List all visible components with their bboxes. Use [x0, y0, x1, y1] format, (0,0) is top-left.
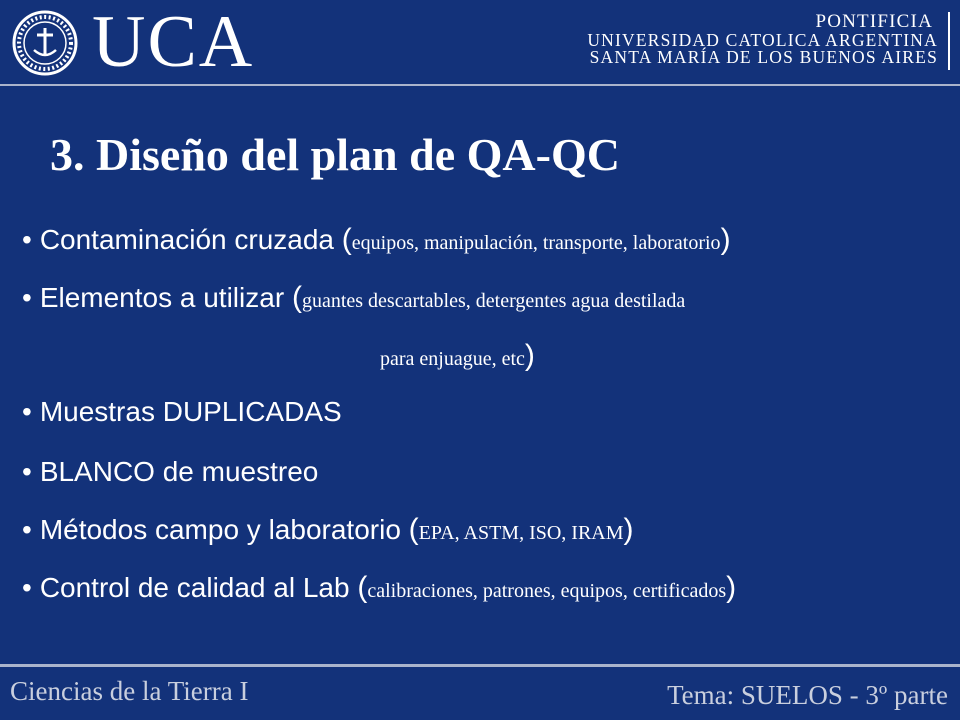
bullet-continuation: [380, 336, 535, 379]
bullet-item: [22, 392, 342, 432]
uca-logo-wordmark: UCA: [92, 1, 255, 83]
footer-rule: [0, 664, 960, 667]
bullet-note: guantes descartables, detergentes agua destilada: [301, 290, 686, 312]
header-divider: [948, 12, 950, 70]
bullet-paren-close: ): [726, 571, 737, 604]
slide-header: [0, 0, 960, 84]
bullet-note: para enjuague, etc: [380, 348, 525, 370]
footer-course-name: Ciencias de la Tierra I: [10, 676, 249, 706]
bullet-note: EPA, ASTM, ISO, IRAM: [418, 522, 624, 544]
bullet-text: Muestras DUPLICADAS: [39, 396, 342, 427]
bullet-item: [22, 220, 731, 263]
bullet-text: Control de calidad al Lab: [39, 572, 350, 603]
bullet-paren-open: (: [357, 571, 368, 604]
bullet-item: [22, 452, 318, 492]
slide-title: 3. Diseño del plan de QA-QC: [50, 129, 620, 180]
bullet-dot: •: [22, 282, 32, 313]
university-name-line: PONTIFICIA: [815, 11, 933, 32]
bullet-paren-close: ): [524, 339, 535, 372]
header-rule: [0, 84, 960, 86]
bullet-paren-open: (: [408, 513, 419, 546]
bullet-dot: •: [22, 224, 32, 255]
bullet-item: [22, 278, 685, 321]
bullet-dot: •: [22, 396, 32, 427]
bullet-text: Contaminación cruzada: [39, 224, 334, 255]
bullet-note: calibraciones, patrones, equipos, certificados: [367, 580, 727, 602]
university-name-line: SANTA MARÍA DE LOS BUENOS AIRES: [589, 47, 938, 67]
university-name-line: UNIVERSIDAD CATOLICA ARGENTINA: [587, 30, 938, 50]
bullet-paren-close: ): [623, 513, 634, 546]
footer-topic: Tema: SUELOS - 3º parte: [667, 680, 948, 710]
bullet-text: BLANCO de muestreo: [39, 456, 319, 487]
university-seal-icon: [12, 10, 78, 76]
bullet-item: [22, 568, 736, 611]
bullet-paren-open: (: [291, 281, 302, 314]
bullet-dot: •: [22, 572, 32, 603]
bullet-paren-close: ): [720, 223, 731, 256]
bullet-note: equipos, manipulación, transporte, laboratorio: [351, 232, 721, 254]
bullet-text: Elementos a utilizar: [39, 282, 285, 313]
bullet-text: Métodos campo y laboratorio: [39, 514, 401, 545]
bullet-paren-open: (: [341, 223, 352, 256]
bullet-item: [22, 510, 634, 553]
bullet-dot: •: [22, 456, 32, 487]
bullet-dot: •: [22, 514, 32, 545]
university-name-block: [538, 12, 938, 66]
